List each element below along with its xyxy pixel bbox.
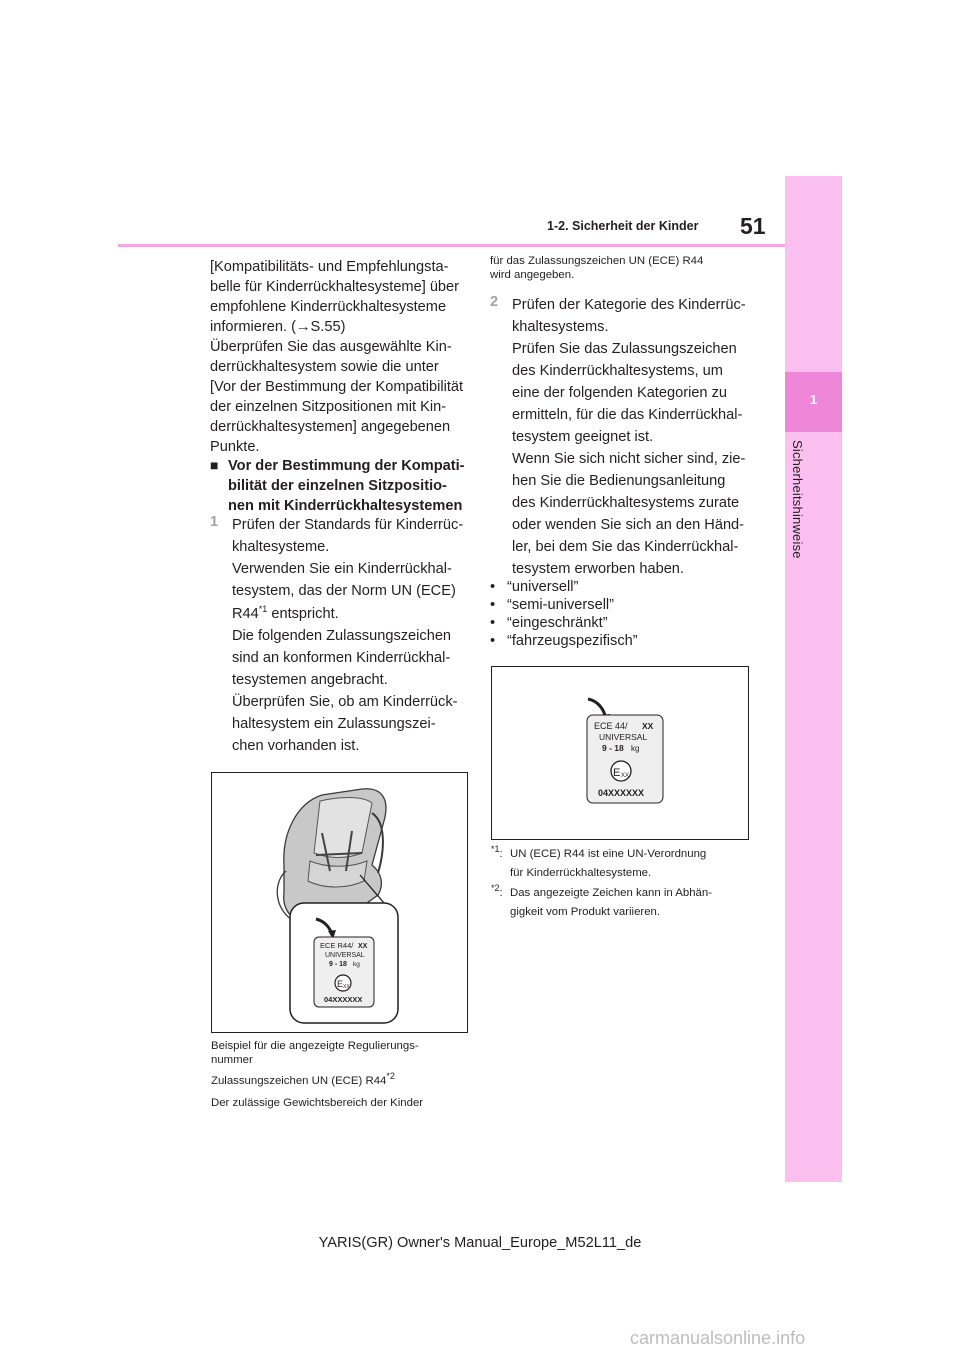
text-line: des Kinderrückhaltesystems, um (512, 363, 723, 379)
e-mark-sub: XX (343, 984, 350, 990)
text-line: Überprüfen Sie das ausgewählte Kin- (210, 339, 452, 355)
list-item: • “eingeschränkt” (490, 614, 638, 632)
footnote-mark-text: *1 (491, 844, 500, 855)
footnote-text: Das angezeigte Zeichen kann in Abhän- gigkeit vom Produkt variieren. (510, 887, 713, 918)
text-line: tesystem, das der Norm UN (ECE) (232, 583, 456, 599)
text-line: chen vorhanden ist. (232, 738, 360, 754)
label-xx: XX (358, 943, 368, 950)
approval-label-illustration (492, 667, 748, 839)
text-line: der einzelnen Sitzpositionen mit Kin- (210, 399, 447, 415)
e-mark: E (337, 979, 344, 989)
footnote-mark: $^{*2}$: (491, 883, 503, 899)
footnote-text: UN (ECE) R44 ist eine UN-Verordnung für Kinderrückhaltesysteme. (510, 848, 707, 879)
text-line: des Kinderrückhaltesystems zurate (512, 495, 740, 511)
label-number: 04XXXXXX (324, 995, 363, 1004)
text-line: Prüfen Sie das Zulassungszeichen (512, 341, 737, 357)
text-line: khaltesysteme. (232, 539, 330, 555)
chapter-number: 1 (809, 392, 818, 407)
text-line: sind an konformen Kinderrückhal- (232, 650, 451, 666)
text-line: Punkte. (210, 439, 260, 455)
text-line: Die folgenden Zulassungszeichen (232, 628, 452, 644)
heading-line: nen mit Kinderrückhaltesystemen (228, 498, 463, 514)
label-unit: kg (353, 961, 360, 968)
text-line: oder wenden Sie sich an den Händ- (512, 517, 745, 533)
caption-weight-range: Der zulässige Gewichtsbereich der Kinder (211, 1097, 424, 1109)
list-item: • “universell” (490, 578, 638, 596)
text-line: hen Sie die Bedienungsanleitung (512, 473, 726, 489)
text-line: khaltesystems. (512, 319, 609, 335)
step-number: 1 (210, 514, 219, 530)
side-tab (785, 176, 842, 1182)
footnote-1 (491, 845, 751, 883)
text-line: tesystemen angebracht. (232, 672, 388, 688)
text-line: Überprüfen Sie, ob am Kinderrück- (232, 694, 458, 710)
text-fragment: entspricht. (267, 606, 339, 622)
page-number: 51 (740, 213, 766, 239)
footnote-ref[interactable]: *1 (258, 604, 268, 615)
text-line: ermitteln, für die das Kinderrückhal- (512, 407, 743, 423)
text-line: [Kompatibilitäts- und Empfehlungsta- (210, 259, 449, 275)
watermark: carmanualsonline.info (630, 1328, 806, 1348)
child-seat-figure (211, 772, 468, 1033)
text-line: derrückhaltesystem sowie die unter (210, 359, 439, 375)
step-2-text (512, 294, 752, 580)
text-line: tesystem erworben haben. (512, 561, 684, 577)
text-line: Wenn Sie sich nicht sicher sind, zie- (512, 451, 746, 467)
text-line: informieren. (→S.55) (210, 319, 346, 335)
text-line: Prüfen der Standards für Kinderrüc- (232, 517, 464, 533)
category-list (490, 578, 638, 650)
text-line: tesystem geeignet ist. (512, 429, 654, 445)
label-weight-range: 9 - 18 (329, 961, 347, 968)
e-mark-sub: XX (621, 773, 630, 779)
text-line: Verwenden Sie ein Kinderrückhal- (232, 561, 452, 577)
footnote-mark: $^{*1}$: (491, 844, 503, 860)
text-line: belle für Kinderrückhaltesysteme] über (210, 279, 460, 295)
heading-line: Vor der Bestimmung der Kompati- (228, 458, 465, 474)
header-rule (118, 244, 785, 247)
child-seat-illustration (212, 773, 467, 1032)
step-1-text (232, 514, 477, 757)
section-title: 1-2. Sicherheit der Kinder (547, 219, 699, 233)
text-line: ler, bei dem Sie das Kinderrückhal- (512, 539, 739, 555)
intro-paragraph (210, 257, 475, 457)
approval-label-figure (491, 666, 749, 840)
text-line: Prüfen der Kategorie des Kinderrüc- (512, 297, 746, 313)
text-line: [Vor der Bestimmung der Kompatibilität (210, 379, 464, 395)
label-number: 04XXXXXX (598, 788, 645, 798)
label-weight-range: 9 - 18 (602, 743, 624, 753)
text-line: haltesystem ein Zulassungszei- (232, 716, 436, 732)
footnote-2 (491, 884, 751, 922)
text-line: empfohlene Kinderrückhaltesysteme (210, 299, 447, 315)
label-line-2: UNIVERSAL (325, 952, 365, 959)
subsection-heading (228, 456, 478, 516)
heading-line: bilität der einzelnen Sitzpositio- (228, 478, 447, 494)
e-mark: E (613, 767, 621, 779)
text-line (232, 603, 477, 625)
text-line: eine der folgenden Kategorien zu (512, 385, 728, 401)
step-number: 2 (490, 294, 499, 310)
r44-label: R44 (232, 606, 259, 622)
list-item: • “fahrzeugspezifisch” (490, 632, 638, 650)
caption-text: Zulassungszeichen UN (ECE) R44 (211, 1075, 387, 1087)
footnote-ref[interactable]: *2 (386, 1071, 395, 1082)
chapter-label: Sicherheitshinweise (790, 440, 805, 559)
list-item: • “semi-universell” (490, 596, 638, 614)
footnote-mark-text: *2 (491, 883, 500, 894)
caption-approval-mark (211, 1071, 471, 1089)
text-line: derrückhaltesystemen] angegebenen (210, 419, 451, 435)
label-xx: XX (642, 721, 654, 731)
continued-caption: für das Zulassungszeichen UN (ECE) R44 wird angegeben. (490, 255, 704, 281)
label-line-1: ECE 44/ (594, 721, 628, 731)
page-footer: YARIS(GR) Owner's Manual_Europe_M52L11_de (318, 1235, 642, 1251)
square-bullet-icon: ■ (210, 457, 219, 473)
caption-regulation-number: Beispiel für die angezeigte Regulierungs- nummer (211, 1040, 419, 1066)
label-line-2: UNIVERSAL (599, 732, 648, 742)
label-line-1: ECE R44/ (320, 941, 354, 950)
approval-label (587, 699, 663, 803)
label-unit: kg (631, 744, 640, 753)
